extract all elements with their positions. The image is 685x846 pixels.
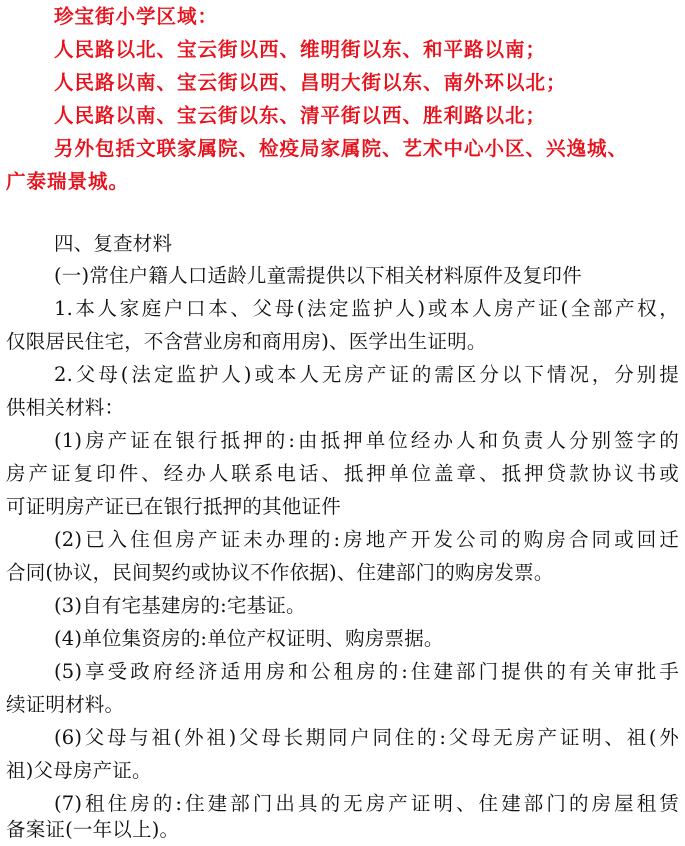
- district-line: 人民路以南、宝云街以东、清平街以西、胜利路以北；: [54, 104, 547, 127]
- paragraph-line: 1.本人家庭户口本、父母(法定监护人)或本人房产证(全部产权，: [54, 297, 679, 320]
- paragraph-line: (1)房产证在银行抵押的:由抵押单位经办人和负责人分别签字的: [54, 429, 679, 452]
- paragraph-line: 备案证(一年以上)。: [6, 818, 180, 841]
- paragraph-line: 可证明房产证已在银行抵押的其他证件: [6, 495, 341, 518]
- paragraph-line: (7)租住房的:住建部门出具的无房产证明、住建部门的房屋租赁: [54, 792, 679, 815]
- paragraph-line: (2)已入住但房产证未办理的:房地产开发公司的购房合同或回迁: [54, 528, 679, 551]
- district-line: 广泰瑞景城。: [6, 170, 130, 193]
- paragraph-line: 续证明材料。: [6, 693, 125, 716]
- district-line: 人民路以北、宝云街以西、维明街以东、和平路以南；: [54, 38, 547, 61]
- paragraph-line: 合同(协议，民间契约或协议不作依据)、住建部门的购房发票。: [6, 561, 554, 584]
- district-line: 另外包括文联家属院、检疫局家属院、艺术中心小区、兴逸城、: [54, 137, 629, 160]
- paragraph-line: 仅限居民住宅，不含营业房和商用房)、医学出生证明。: [6, 330, 487, 353]
- paragraph-line: 房产证复印件、经办人联系电话、抵押单位盖章、抵押贷款协议书或: [6, 462, 679, 485]
- paragraph-line: (3)自有宅基建房的:宅基证。: [54, 594, 306, 617]
- paragraph-line: 2.父母(法定监护人)或本人无房产证的需区分以下情况，分别提: [54, 363, 679, 386]
- paragraph-line: (6)父母与祖(外祖)父母长期同户同住的:父母无房产证明、祖(外: [54, 726, 679, 749]
- paragraph-line: (5)享受政府经济适用房和公租房的:住建部门提供的有关审批手: [54, 660, 679, 683]
- paragraph-line: (4)单位集资房的:单位产权证明、购房票据。: [54, 627, 444, 650]
- district-line: 人民路以南、宝云街以西、昌明大街以东、南外环以北；: [54, 71, 567, 94]
- section-intro: (一)常住户籍人口适龄儿童需提供以下相关材料原件及复印件: [54, 264, 582, 287]
- section-heading: 四、复查材料: [54, 232, 173, 255]
- paragraph-line: 供相关材料：: [6, 396, 125, 419]
- district-heading: 珍宝街小学区域：: [54, 5, 219, 28]
- paragraph-line: 祖)父母房产证。: [6, 759, 152, 782]
